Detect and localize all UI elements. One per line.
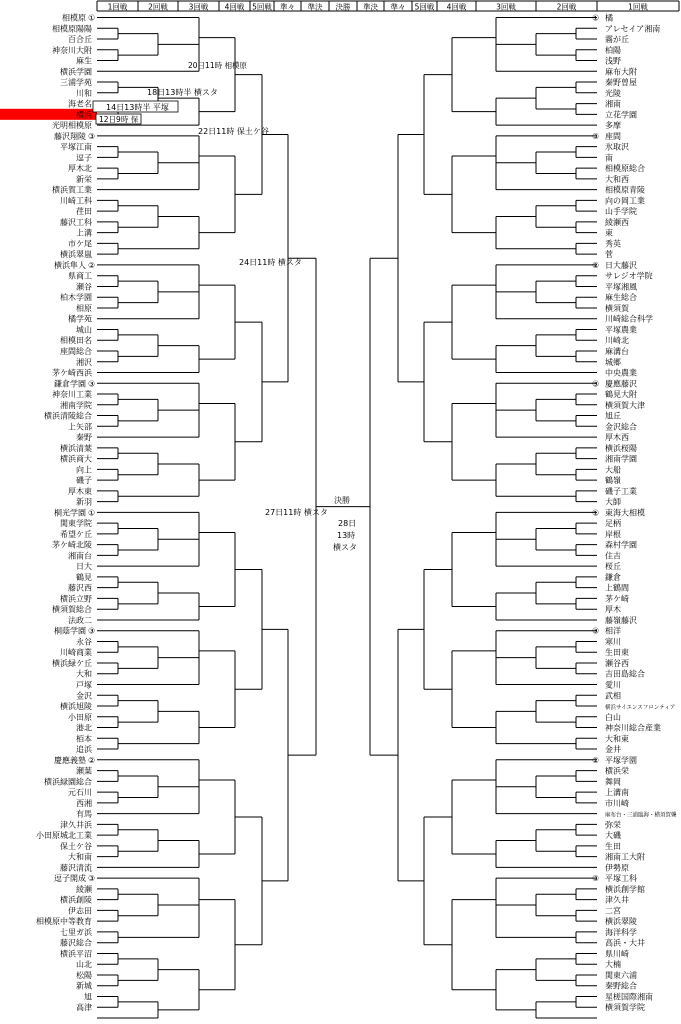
left-team-name: 日大 xyxy=(76,562,92,572)
left-team-name: 百合丘 xyxy=(68,35,92,45)
left-team-name: 藤沢工科 xyxy=(60,217,92,227)
left-team-name: 元石川 xyxy=(68,788,92,798)
left-team-name: 上溝 xyxy=(76,228,92,238)
left-team-name: 高津 xyxy=(76,1003,92,1013)
left-team-name: 上矢部 xyxy=(68,422,92,432)
left-team-name: 横浜隼人 xyxy=(54,260,86,270)
left-team-name: 旭 xyxy=(84,992,92,1002)
left-team-name: 大和南 xyxy=(68,852,92,862)
right-team-name: 星槎国際湘南 xyxy=(605,992,653,1002)
left-team-name: 慶應義塾 xyxy=(54,755,86,765)
right-team-name: 秦野曽屋 xyxy=(605,78,637,88)
right-team-name: 立花学園 xyxy=(605,110,637,120)
left-team-name: 厚木東 xyxy=(68,486,92,496)
right-team-name: 平塚湘風 xyxy=(605,282,637,292)
right-team-name: 向の岡工業 xyxy=(605,196,645,206)
right-team-name: 生田 xyxy=(605,841,621,851)
left-team-name: 湘南台 xyxy=(68,551,92,561)
annotation-round3: 18日13時半 横スタ xyxy=(147,88,218,97)
right-team-name: 藤嶺藤沢 xyxy=(605,615,637,625)
annotation-round1: 12日9時 保 xyxy=(99,115,139,124)
right-team-name: 大船 xyxy=(605,465,621,475)
right-team-name: 麻生総合 xyxy=(605,293,637,303)
right-team-name: 伊勢原 xyxy=(605,863,629,873)
right-team-name: 南 xyxy=(605,153,613,163)
left-seed-mark: ① xyxy=(88,508,96,518)
right-seed-mark: ② xyxy=(592,260,600,270)
right-team-name: 厚木 xyxy=(605,605,621,615)
round-header: 準決 xyxy=(307,2,323,12)
right-team-name: 神奈川総合産業 xyxy=(605,723,661,733)
right-team-name: 大楠 xyxy=(605,960,621,970)
right-team-name: 平塚学園 xyxy=(605,755,637,765)
left-team-name: 向上 xyxy=(76,465,92,475)
right-team-name: 横浜サイエンスフロンティア xyxy=(605,705,676,712)
final-label: 決勝 xyxy=(334,496,350,505)
round-header: 5回戦 xyxy=(414,2,435,12)
right-team-name: 横須賀 xyxy=(605,303,629,313)
round-header-row xyxy=(97,1,679,12)
right-team-name: 市川崎 xyxy=(605,798,629,808)
left-team-name: 小田原城北工業 xyxy=(36,831,92,841)
round-header: 3回戦 xyxy=(496,2,516,12)
left-team-name: 横浜 xyxy=(76,110,92,120)
right-team-name: 光陵 xyxy=(605,88,621,98)
left-team-name: 磯子 xyxy=(76,476,92,486)
round-header: 4回戦 xyxy=(224,2,245,12)
left-team-name: 横浜清葉 xyxy=(60,443,92,453)
left-team-name: 藤沢清流 xyxy=(60,863,92,873)
right-team-name: 相洋 xyxy=(605,626,621,636)
right-team-name: 桜丘 xyxy=(605,562,621,572)
right-team-name: 綾瀬西 xyxy=(605,217,629,227)
left-seed-mark: ③ xyxy=(88,626,96,636)
round-header: 1回戦 xyxy=(628,2,648,12)
right-team-name: 岸根 xyxy=(605,529,621,539)
right-team-name: 城郷 xyxy=(605,357,621,367)
left-team-name: 厚木北 xyxy=(68,164,92,174)
left-team-name: 綾瀬 xyxy=(76,884,92,894)
left-team-name: 永谷 xyxy=(76,637,92,647)
right-team-name: 横須賀学院 xyxy=(605,1003,645,1013)
left-team-name: 藤沢総合 xyxy=(60,938,92,948)
round-header: 5回戦 xyxy=(252,2,272,12)
right-team-name: 旭丘 xyxy=(605,411,621,421)
annotation-quarterfinal: 24日11時 横スタ xyxy=(239,258,302,267)
left-team-name: 神奈川大附 xyxy=(52,45,92,55)
right-seed-mark: ③ xyxy=(592,626,600,636)
left-team-name: 山北 xyxy=(76,960,92,970)
right-team-name: 磯子工業 xyxy=(605,486,637,496)
left-team-name: 平塚江南 xyxy=(60,142,92,152)
left-team-name: 新城 xyxy=(76,981,92,991)
right-team-name: 平塚農業 xyxy=(605,325,637,335)
right-team-name: 麻溝台 xyxy=(605,347,629,356)
right-team-name: 湘南学園 xyxy=(605,454,637,464)
right-team-name: 大和西 xyxy=(605,174,629,184)
schedule-annotations xyxy=(93,60,357,552)
right-team-name: 県川崎 xyxy=(605,949,629,959)
left-team-name: 桐蔭学園 xyxy=(54,626,86,636)
left-team-name: 座間総合 xyxy=(60,347,92,356)
final-date: 28日 xyxy=(338,519,357,528)
right-team-name: 川崎総合科学 xyxy=(605,314,653,324)
left-team-name: 大和 xyxy=(76,669,92,679)
left-team-name: 川崎工科 xyxy=(60,196,92,206)
right-team-name: 住吉 xyxy=(605,551,621,561)
right-team-name: 山手学院 xyxy=(605,207,637,217)
left-team-name: 茅ケ崎西浜 xyxy=(52,368,92,378)
right-team-name: 相模原総合 xyxy=(605,164,645,174)
left-team-name: 横浜創陵 xyxy=(60,895,92,905)
right-team-name: 愛川 xyxy=(605,680,621,690)
left-seed-mark: ② xyxy=(88,755,96,765)
right-team-name: 白山 xyxy=(605,712,621,722)
right-team-name: 浅野 xyxy=(605,56,621,66)
right-team-name: 菅 xyxy=(605,250,613,260)
round-header: 決勝 xyxy=(335,2,351,12)
left-team-name: 瀬谷 xyxy=(76,282,92,292)
final-time: 13時 xyxy=(337,531,356,540)
right-team-name: 上溝南 xyxy=(605,788,629,798)
right-team-name: 東 xyxy=(605,228,613,238)
left-team-name: 金沢 xyxy=(76,691,92,701)
right-team-name: 横浜栄 xyxy=(605,766,629,776)
right-seed-mark: ① xyxy=(592,13,600,23)
left-team-name: 逗子 xyxy=(76,153,92,163)
round-header: 2回戦 xyxy=(556,2,577,12)
right-team-name: 厚木西 xyxy=(605,433,629,443)
left-team-name: 津久井浜 xyxy=(60,820,92,830)
left-team-name: 西湘 xyxy=(76,798,92,808)
left-team-name: 神奈川工業 xyxy=(52,390,92,400)
right-team-name: 座間 xyxy=(605,131,621,141)
annotation-round5: 22日11時 保土ケ谷 xyxy=(198,127,269,136)
right-seed-mark: ② xyxy=(592,755,600,765)
right-team-name: 武相 xyxy=(605,691,621,701)
left-team-name: 湘南学院 xyxy=(60,400,92,410)
right-team-name: 茅ケ崎 xyxy=(605,594,629,604)
left-seed-mark: ① xyxy=(88,13,96,23)
left-team-name: 横浜立野 xyxy=(60,594,92,604)
right-team-name: 東海大相模 xyxy=(605,508,645,518)
left-team-name: 相模田名 xyxy=(60,336,92,346)
left-team-name: 城山 xyxy=(76,325,92,335)
left-team-name: 松陽 xyxy=(76,970,92,980)
right-team-name: 足柄 xyxy=(605,519,621,529)
left-team-name: 相模原陽陽 xyxy=(52,24,92,34)
right-team-name: 吉田島総合 xyxy=(605,669,645,679)
right-team-name: 金沢総合 xyxy=(605,422,637,432)
right-team-name: 麻布大附 xyxy=(605,67,637,77)
final-venue: 横スタ xyxy=(333,543,357,552)
left-team-name: 関東学院 xyxy=(60,519,92,529)
right-team-name: 寒川 xyxy=(605,637,621,647)
right-team-name: 生田東 xyxy=(605,648,629,658)
right-team-name: 瀬谷西 xyxy=(605,658,629,668)
left-team-name: 湘沢 xyxy=(76,357,92,367)
left-seed-mark: ③ xyxy=(88,379,96,389)
left-team-name: 県商工 xyxy=(68,271,92,281)
right-team-name: 麻布台・三浦臨海・横須賀聾 xyxy=(605,812,677,819)
right-team-name: 大磯 xyxy=(605,831,621,841)
left-team-name: 川和 xyxy=(76,88,92,98)
left-team-name: 横浜賀工業 xyxy=(52,185,92,195)
left-team-name: 荏田 xyxy=(76,207,92,217)
left-team-name: 桐光学園 xyxy=(54,508,86,518)
left-team-name: 鎌倉学園 xyxy=(54,379,86,389)
right-team-name: 舞岡 xyxy=(605,777,621,787)
left-team-name: 小田原 xyxy=(68,712,92,722)
right-team-name: 秦野総合 xyxy=(605,981,637,991)
right-team-name: 湘南工大附 xyxy=(605,852,645,862)
left-team-name: 追浜 xyxy=(76,745,92,755)
right-team-name: 霧が丘 xyxy=(605,35,629,45)
right-team-name: 日大藤沢 xyxy=(605,260,637,270)
left-team-name: 七里ガ浜 xyxy=(60,927,92,937)
left-team-name: 保土ケ谷 xyxy=(60,841,92,851)
right-team-name: 鶴嶺 xyxy=(605,476,621,486)
right-team-list xyxy=(592,13,677,1013)
left-team-name: 川崎商業 xyxy=(60,648,92,658)
left-team-name: 横浜平沼 xyxy=(60,949,92,959)
left-team-name: 藤沢翔陵 xyxy=(54,131,86,141)
right-team-name: 秀英 xyxy=(605,239,621,249)
bracket-lines xyxy=(97,18,600,1019)
left-team-name: 伊志田 xyxy=(68,906,92,916)
left-team-name: 鶴見 xyxy=(76,572,92,582)
left-team-name: 相原 xyxy=(76,303,92,313)
right-team-name: 森村学園 xyxy=(605,540,637,550)
round-header: 準々 xyxy=(390,2,406,12)
left-team-name: 市ケ尾 xyxy=(68,239,92,249)
right-team-name: 横浜翠陵 xyxy=(605,917,637,927)
right-team-name: 横須賀大津 xyxy=(605,400,645,410)
round-header: 3回戦 xyxy=(188,2,209,12)
left-team-name: 港北 xyxy=(76,723,92,733)
left-team-name: 麻生 xyxy=(76,56,92,66)
left-team-name: 新羽 xyxy=(76,497,92,507)
left-team-name: 新栄 xyxy=(76,174,92,184)
right-team-name: 川崎北 xyxy=(605,336,629,346)
left-team-name: 横須賀総合 xyxy=(52,605,92,615)
left-team-name: 秦野 xyxy=(76,433,92,443)
left-team-name: 橘学苑 xyxy=(68,314,92,324)
round-header: 準々 xyxy=(280,2,295,12)
left-team-name: 横浜清陵総合 xyxy=(44,411,92,421)
round-header: 1回戦 xyxy=(107,2,128,12)
right-team-name: 金井 xyxy=(605,745,621,755)
right-team-name: 海洋科学 xyxy=(605,927,637,937)
right-team-name: 鶴見大附 xyxy=(605,390,637,400)
right-team-name: 中央農業 xyxy=(605,368,637,378)
annotation-round2: 14日13時半 平塚 xyxy=(106,103,169,112)
left-seed-mark: ③ xyxy=(88,131,96,141)
right-team-name: 二宮 xyxy=(605,906,621,916)
left-team-list xyxy=(0,13,97,1013)
right-team-name: 平塚工科 xyxy=(605,874,637,884)
left-team-name: 横浜翠嵐 xyxy=(60,250,92,260)
left-team-name: 横浜学園 xyxy=(60,67,92,77)
left-team-name: 藤沢西 xyxy=(68,583,92,593)
right-team-name: 相模原青陵 xyxy=(605,185,645,195)
right-team-name: 柏陽 xyxy=(605,45,621,55)
left-team-name: 栢本 xyxy=(76,734,92,744)
right-team-name: サレジオ学院 xyxy=(605,271,653,281)
left-team-name: 横浜商大 xyxy=(60,454,92,464)
right-team-name: 多摩 xyxy=(605,121,621,131)
left-team-name: 横浜緑ケ丘 xyxy=(52,658,92,668)
left-team-name: 海老名 xyxy=(68,99,92,109)
left-team-name: 戸塚 xyxy=(76,680,92,690)
right-team-name: 氷取沢 xyxy=(605,142,629,152)
left-team-name: 逗子開成 xyxy=(54,874,86,884)
round-header: 4回戦 xyxy=(446,2,467,12)
left-team-name: 有馬 xyxy=(76,809,92,819)
round-header: 準決 xyxy=(363,2,378,12)
right-team-name: 大師 xyxy=(605,497,621,507)
left-team-name: 横浜緑園総合 xyxy=(44,777,92,787)
left-team-name: 横浜旭陵 xyxy=(60,702,92,712)
left-team-name: 瀬葉 xyxy=(76,766,92,776)
annotation-semifinal: 27日11時 横スタ xyxy=(265,508,328,517)
right-seed-mark: ① xyxy=(592,508,600,518)
right-team-name: 湘南 xyxy=(605,99,621,109)
right-seed-mark: ③ xyxy=(592,131,600,141)
left-seed-mark: ② xyxy=(88,260,96,270)
left-team-name: 希望ケ丘 xyxy=(60,529,92,539)
right-team-name: 高浜・大井 xyxy=(605,938,645,948)
left-seed-mark: ③ xyxy=(88,874,96,884)
left-team-name: 法政二 xyxy=(68,615,92,625)
right-team-name: 関東六浦 xyxy=(605,970,637,980)
right-seed-mark: ③ xyxy=(592,379,600,389)
right-seed-mark: ③ xyxy=(592,874,600,884)
right-team-name: 慶應藤沢 xyxy=(605,379,637,389)
round-header: 2回戦 xyxy=(148,2,168,12)
right-team-name: 横浜創学館 xyxy=(605,884,645,894)
right-team-name: 鎌倉 xyxy=(605,572,621,582)
left-team-name: 光明相模原 xyxy=(52,121,92,131)
left-team-name: 柏木学園 xyxy=(60,293,92,303)
right-team-name: 横浜桜陽 xyxy=(605,443,637,453)
right-team-name: 津久井 xyxy=(605,895,629,905)
left-team-name: 相模原中等教育 xyxy=(36,917,92,927)
left-team-name: 茅ケ崎北陵 xyxy=(52,540,92,550)
right-team-name: 弥栄 xyxy=(605,820,621,830)
annotation-round4: 20日11時 相模原 xyxy=(188,61,247,70)
right-team-name: 上鶴間 xyxy=(605,583,629,593)
right-team-name: 橘 xyxy=(605,13,613,23)
left-team-name: 相模原 xyxy=(62,13,86,23)
left-team-name: 三浦学苑 xyxy=(60,78,92,88)
right-team-name: アレセイア湘南 xyxy=(605,24,661,34)
right-team-name: 大和東 xyxy=(605,734,629,744)
